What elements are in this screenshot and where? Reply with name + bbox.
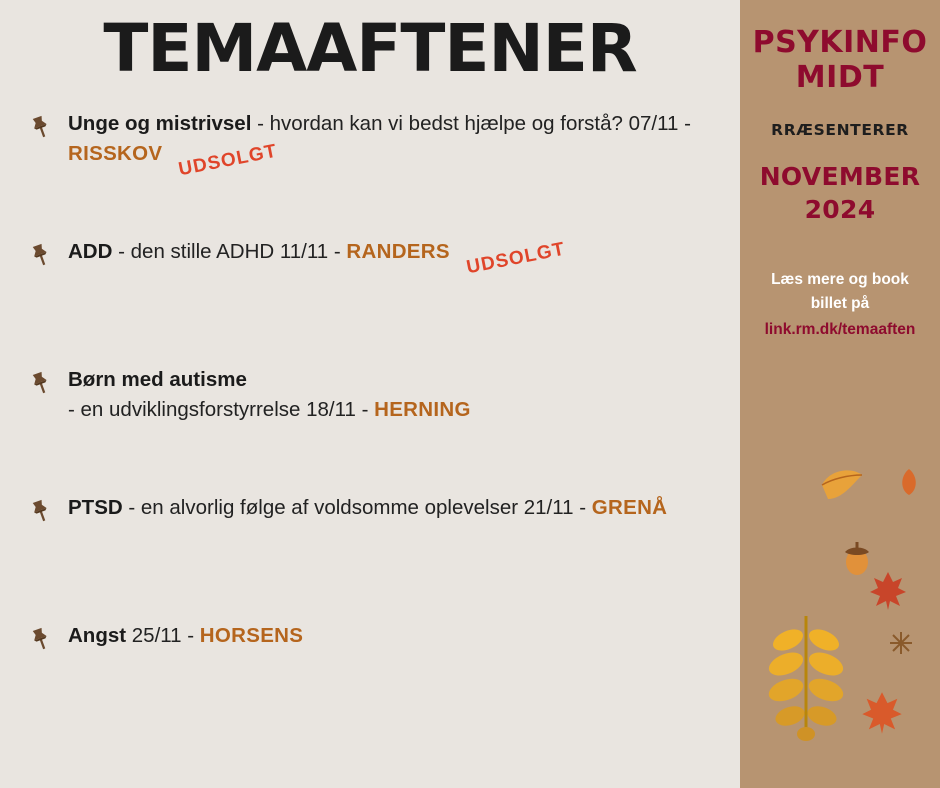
booking-info	[750, 268, 930, 342]
event-desc: - en udviklingsforstyrrelse 18/11 -	[68, 398, 375, 422]
list-item[interactable]	[26, 237, 720, 337]
maple-leaf-icon	[868, 570, 908, 617]
event-text	[68, 621, 720, 651]
pushpin-icon	[26, 369, 56, 399]
event-city: HERNING	[374, 398, 471, 422]
rowan-leaf-icon	[760, 612, 852, 747]
small-leaf-icon	[898, 468, 920, 501]
brand-line-1: PSYKINFO	[752, 25, 928, 60]
booking-link[interactable]: link.rm.dk/temaaften	[764, 321, 916, 339]
month-year	[750, 161, 930, 226]
event-text	[68, 493, 720, 523]
booking-line-1: Læs mere og book	[771, 271, 909, 288]
pushpin-icon	[26, 497, 56, 527]
year-label: 2024	[804, 194, 876, 224]
event-text	[68, 109, 720, 181]
event-city: GRENÅ	[591, 496, 668, 520]
status-badge: UDSOLGT	[464, 238, 567, 279]
month-label: NOVEMBER	[759, 162, 921, 191]
event-text	[68, 237, 720, 279]
brand-line-2: MIDT	[795, 59, 885, 95]
list-item[interactable]	[26, 621, 720, 721]
list-item[interactable]	[26, 365, 720, 465]
booking-line-2: billet på	[810, 295, 870, 313]
event-text	[68, 365, 720, 424]
list-item[interactable]	[26, 493, 720, 593]
poster-sidebar	[740, 0, 940, 788]
pushpin-icon	[26, 113, 56, 143]
list-item[interactable]	[26, 109, 720, 209]
event-desc: 25/11 -	[126, 624, 200, 648]
presents-label: RRÆSENTERER	[771, 121, 909, 139]
event-title: Angst	[68, 624, 127, 648]
event-title: PTSD	[68, 496, 123, 520]
event-city: RANDERS	[346, 240, 450, 264]
event-city: RISSKOV	[68, 142, 163, 166]
event-list	[0, 109, 740, 721]
acorn-icon	[840, 540, 874, 581]
event-title: ADD	[68, 240, 113, 264]
event-title: Børn med autisme	[68, 368, 247, 392]
status-badge: UDSOLGT	[177, 140, 280, 181]
event-desc: - en alvorlig følge af voldsomme oplevelser 21/11 -	[122, 496, 592, 520]
brand-name	[750, 26, 930, 95]
event-desc: - den stille ADHD 11/11 -	[112, 240, 347, 264]
page-title: TEMAAFTENER	[103, 10, 637, 87]
maple-leaf-icon	[860, 690, 904, 741]
event-city: HORSENS	[199, 624, 304, 648]
leaf-icon	[818, 465, 864, 510]
small-leaf-icon	[888, 630, 914, 661]
pushpin-icon	[26, 625, 56, 655]
event-desc: - hvordan kan vi bedst hjælpe og forstå? 07/11 -	[251, 112, 691, 136]
event-title: Unge og mistrivsel	[68, 112, 252, 136]
pushpin-icon	[26, 241, 56, 271]
